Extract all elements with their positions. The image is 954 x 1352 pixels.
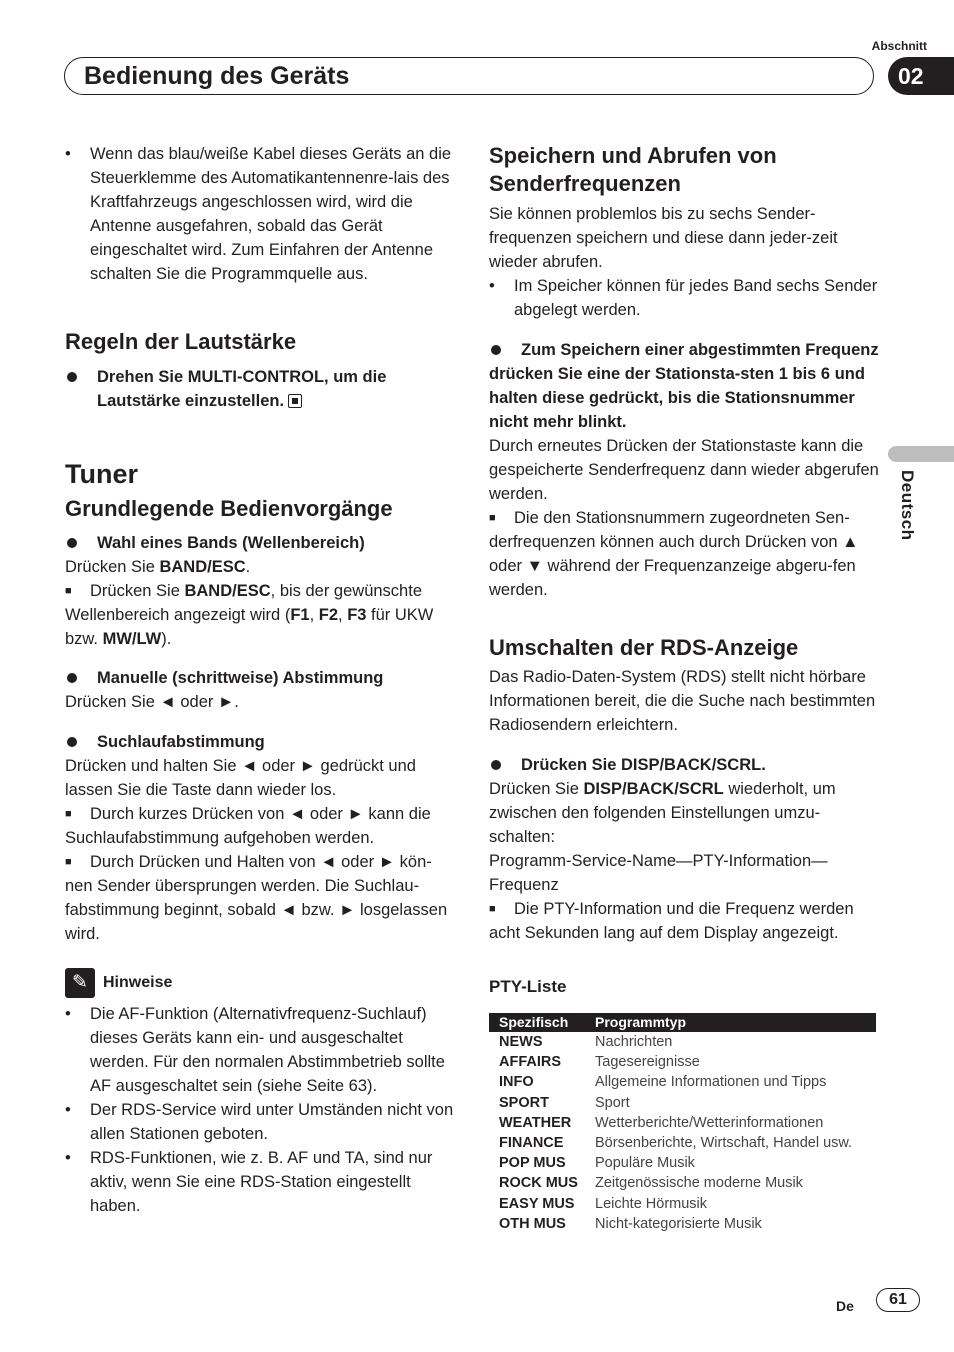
band-note: ▪ ■ Drücken Sie BAND/ESC, bis der gewünschte Wellenbereich angezeigt wird (F1, F2, F3 für UKW bzw. MW/LW). [65,579,455,651]
seek-step: Suchlaufabstimmung [65,730,455,754]
table-row [489,1133,876,1153]
band-f3: F3 [347,606,367,624]
footer-language: De [836,1298,854,1314]
volume-step [65,365,455,413]
note-square-icon: ■ [65,808,72,820]
rds-intro: Das Radio-Daten-System (RDS) stellt nicht hörbare Informationen bereit, die die Suche nach bestimmten Radiosendern erleichtern. [489,668,876,734]
pty-desc: Nachrichten [595,1034,673,1050]
pty-desc: Leichte Hörmusik [595,1195,708,1212]
store-note-text: Die den Stationsnummern zugeordneten Sen-derfrequenzen können auch durch Drücken von ▲ oder ▼ während der Frequenzanzeige abgeru-fen werden. [489,509,859,599]
store-bullet: • Im Speicher können für jedes Band sechs Sender abgelegt werden. [489,274,879,322]
manual-step: Manuelle (schrittweise) Abstimmung [65,666,455,690]
rds-text-prefix: Drücken Sie [489,780,579,798]
band-text: Drücken Sie BAND/ESC. [65,558,251,576]
basic-heading: Grundlegende Bedienvorgänge [65,496,393,521]
pty-desc: Börsenberichte, Wirtschaft, Handel usw. [595,1135,853,1152]
section-label: Abschnitt [871,39,927,53]
store-step: Zum Speichern einer abgestimmten Frequenz drücken Sie eine der Stationsta-sten 1 bis 6 und halten diese gedrückt, bis die Stationsnummer nicht mehr blinkt. [489,338,879,434]
table-row [489,1072,876,1092]
pty-col-header: Spezifisch [489,1013,595,1032]
seek-note-1 [65,802,455,850]
pty-code: SPORT [499,1094,549,1111]
band-f1: F1 [290,606,310,624]
hint-item: • RDS-Funktionen, wie z. B. AF und TA, sind nur aktiv, wenn Sie eine RDS-Station eingestellt haben. [65,1146,455,1218]
pty-col-header: Programmtyp [595,1013,876,1032]
rds-sequence: Programm-Service-Name—PTY-Information—Frequenz [489,852,828,894]
chapter-badge: 02 [888,57,954,95]
table-row [489,1173,876,1193]
pty-desc: Zeitgenössische moderne Musik [595,1175,803,1192]
rds-heading: Umschalten der RDS-Anzeige [489,635,799,660]
pty-heading: PTY-Liste [489,977,567,996]
table-row [489,1093,876,1113]
seek-note-1-text: Durch kurzes Drücken von ◄ oder ► kann die Suchlaufabstimmung aufgehoben werden. [65,805,431,847]
pty-code: FINANCE [499,1135,564,1152]
page-number: 61 [876,1288,920,1312]
table-row [489,1032,876,1052]
pty-desc: Sport [595,1094,630,1111]
pty-desc: Allgemeine Informationen und Tipps [595,1074,827,1091]
hint-item: • Der RDS-Service wird unter Umständen nicht von allen Stationen geboten. [65,1098,455,1146]
pty-code: POP MUS [499,1155,566,1172]
intro-bullet: • Wenn das blau/weiße Kabel dieses Geräts an die Steuerklemme des Automatikantennenre-lais des Kraftfahrzeugs angeschlossen wird, wird die Antenne ausgefahren, sobald das Gerät eingeschaltet wird. Zum Einfahren der Antenne schalten Sie die Programmquelle aus. [65,142,455,286]
pty-code: OTH MUS [499,1215,566,1232]
pty-desc: Nicht-kategorisierte Musik [595,1215,762,1232]
table-row [489,1153,876,1173]
volume-heading: Regeln der Lautstärke [65,329,297,354]
store-intro: Sie können problemlos bis zu sechs Sender-frequenzen speichern und diese dann jeder-zeit wieder abrufen. [489,205,838,271]
pencil-icon: ✎ [65,968,95,998]
pty-table-header [489,1013,876,1032]
table-row [489,1214,876,1234]
seek-note-2 [65,850,455,946]
rds-note-text: Die PTY-Information und die Frequenz werden acht Sekunden lang auf dem Display angezeigt. [489,900,854,942]
rds-step: Drücken Sie DISP/BACK/SCRL. [489,753,879,777]
seek-note-2-text: Durch Drücken und Halten von ◄ oder ► kön-nen Sender übersprungen werden. Die Suchlau-fabstimmung beginnt, sobald ◄ bzw. ► losgelassen wird. [65,853,448,943]
hints-header [65,968,455,998]
hints-label: Hinweise [103,974,173,991]
note-square-icon: ■ [489,903,496,915]
band-note-prefix: Drücken Sie [90,582,180,600]
note-square-icon: ■ [65,585,72,597]
seek-text: Drücken und halten Sie ◄ oder ► gedrückt und lassen Sie die Taste dann wieder los. [65,757,416,799]
language-label: Deutsch [898,470,917,541]
rds-note [489,897,879,945]
pty-desc: Tagesereignisse [595,1054,700,1071]
band-note-mid: , bis der gewünschte Wellenbereich angezeigt wird ( [65,582,422,624]
pty-code: WEATHER [499,1114,572,1131]
store-text: Durch erneutes Drücken der Stationstaste kann die gespeicherte Senderfrequenz dann wieder abgerufen werden. [489,437,879,503]
band-step: Wahl eines Bands (Wellenbereich) [65,531,455,555]
pty-code: AFFAIRS [499,1054,562,1071]
band-note-ukw: für UKW bzw. [65,606,434,648]
end-mark-icon [288,394,302,408]
table-row [489,1113,876,1133]
pty-code: INFO [499,1074,534,1091]
volume-step-text: Drehen Sie MULTI-CONTROL, um die Lautstärke einzustellen. [97,368,387,410]
pty-table [489,1013,876,1234]
language-tab [888,446,954,462]
left-column [65,142,455,1218]
pty-desc: Populäre Musik [595,1155,695,1172]
right-column [489,142,879,1234]
page-title: Bedienung des Geräts [84,62,350,90]
table-row [489,1052,876,1072]
pty-desc: Wetterberichte/Wetterinformationen [595,1114,824,1131]
band-f2: F2 [318,606,339,624]
band-text-prefix: Drücken Sie [65,558,155,576]
manual-text: Drücken Sie ◄ oder ►. [65,693,239,711]
rds-key: DISP/BACK/SCRL [583,780,724,798]
rds-text-suffix: wiederholt, um zwischen den folgenden Einstellungen umzu-schalten: [489,780,836,846]
hint-item: • Die AF-Funktion (Alternativfrequenz-Suchlauf) dieses Geräts kann ein- und ausgeschaltet werden. Für den normalen Abstimmbetrieb sollte AF ausgeschaltet sein (siehe Seite 63). [65,1002,455,1098]
pty-code: EASY MUS [499,1195,575,1212]
note-square-icon: ■ [65,856,72,868]
note-square-icon: ■ [489,512,496,524]
band-mwlw: MW/LW [102,630,162,648]
store-note [489,506,879,602]
band-note-key: BAND/ESC [184,582,271,600]
pty-code: ROCK MUS [499,1175,578,1192]
rds-text [489,777,879,849]
table-row [489,1194,876,1214]
pty-code: NEWS [499,1034,543,1050]
band-key: BAND/ESC [159,558,246,576]
store-heading: Speichern und Abrufen von Senderfrequenzen [489,143,777,196]
tuner-heading: Tuner [65,459,138,489]
